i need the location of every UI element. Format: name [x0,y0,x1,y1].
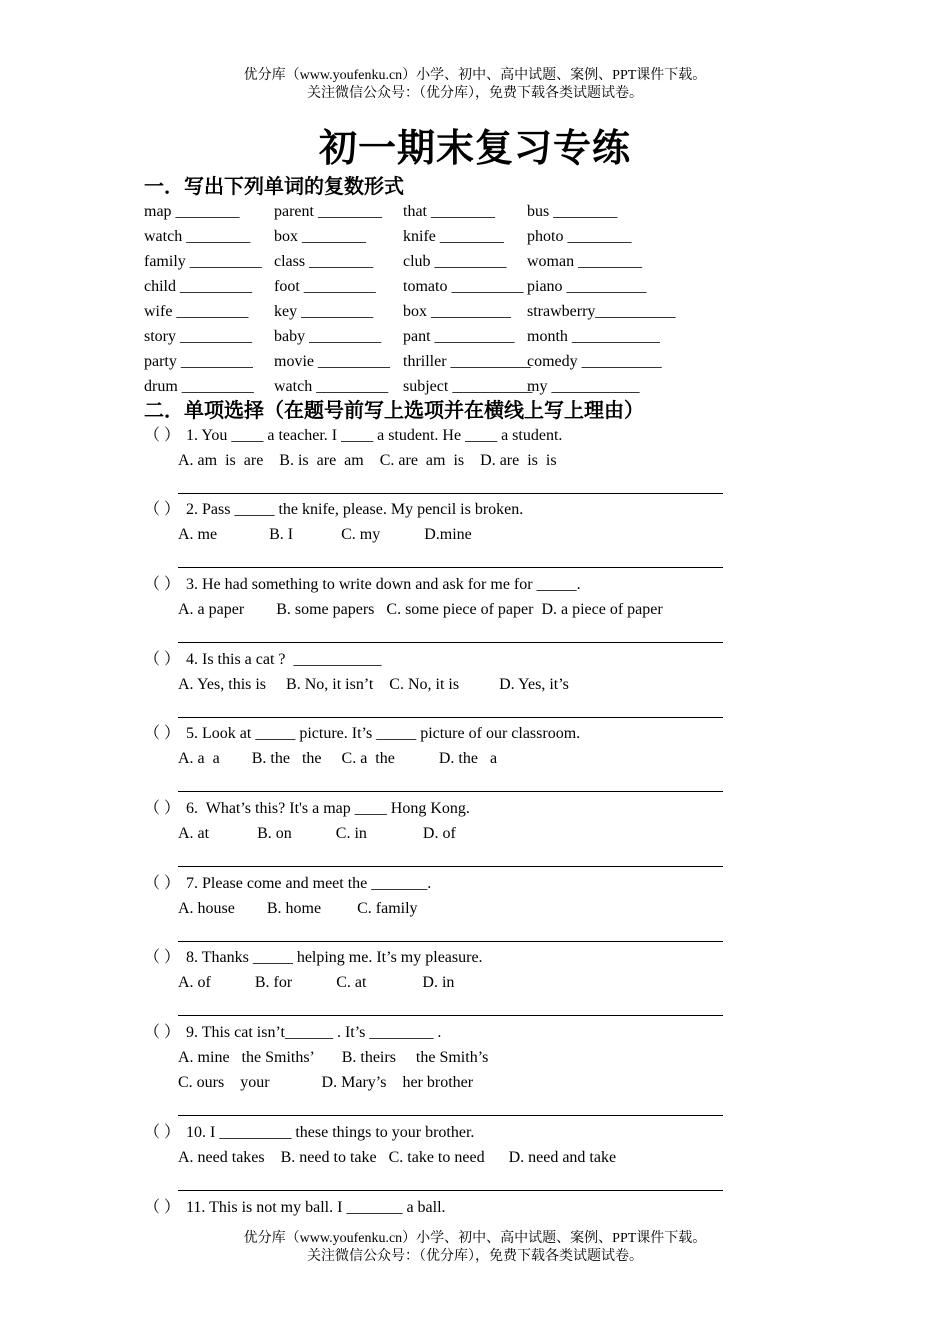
question-stem: 8. Thanks _____ helping me. It’s my pleasure. [186,949,483,966]
answer-paren[interactable]: （ ） [144,725,181,742]
question [144,871,724,942]
answer-paren[interactable]: （ ） [144,800,181,817]
vocab-item: child _________ [144,278,252,295]
vocab-item: my ___________ [527,378,640,395]
vocab-item: key _________ [274,303,374,320]
vocab-item: month ___________ [527,328,660,345]
answer-paren[interactable]: （ ） [144,875,181,892]
vocab-item: club _________ [403,253,507,270]
reason-line[interactable] [178,846,723,867]
vocab-item: watch ________ [144,228,251,245]
answer-paren[interactable]: （ ） [144,1199,181,1216]
question [144,945,724,1016]
answer-paren[interactable]: （ ） [144,949,181,966]
vocab-item: photo ________ [527,228,632,245]
reason-line[interactable] [178,1170,723,1191]
question [144,1195,724,1220]
reason-line[interactable] [178,547,723,568]
vocab-item: that ________ [403,203,495,220]
vocab-item: parent ________ [274,203,382,220]
vocab-item: thriller __________ [403,353,531,370]
question [144,796,724,867]
vocab-item: drum _________ [144,378,254,395]
question-options: A. a paper B. some papers C. some piece of paper D. a piece of paper [178,601,663,618]
vocab-item: comedy __________ [527,353,662,370]
vocab-item: box __________ [403,303,511,320]
vocab-item: strawberry__________ [527,303,676,320]
page-footer [0,1230,950,1266]
question-stem: 3. He had something to write down and ask for me for _____. [186,576,581,593]
question-stem: 7. Please come and meet the _______. [186,875,432,892]
question-stem: 11. This is not my ball. I _______ a ball. [186,1199,446,1216]
question [144,721,724,792]
vocab-item: pant __________ [403,328,515,345]
vocab-item: movie _________ [274,353,390,370]
vocab-item: baby _________ [274,328,382,345]
reason-line[interactable] [178,697,723,718]
question-stem: 5. Look at _____ picture. It’s _____ picture of our classroom. [186,725,581,742]
footer-line-1: 优分库（www.youfenku.cn）小学、初中、高中试题、案例、PPT课件下载。 [243,1231,707,1246]
vocab-row [144,374,744,399]
vocab-row [144,249,744,274]
section-2-heading: 二．单项选择（在题号前写上选项并在横线上写上理由） [144,400,644,422]
answer-paren[interactable]: （ ） [144,501,181,518]
vocab-row [144,199,744,224]
header-line-1: 优分库（www.youfenku.cn）小学、初中、高中试题、案例、PPT课件下载。 [243,68,707,83]
answer-paren[interactable]: （ ） [144,427,181,444]
question [144,1120,724,1191]
question-options: A. mine the Smiths’ B. theirs the Smith’s [178,1049,489,1066]
vocab-row [144,274,744,299]
vocab-item: family _________ [144,253,262,270]
question-stem: 6. What’s this? It's a map ____ Hong Kong. [186,800,470,817]
header-line-2: 关注微信公众号：（优分库），免费下载各类试题试卷。 [307,86,643,101]
question-stem: 9. This cat isn’t______ . It’s ________ . [186,1024,442,1041]
footer-line-2: 关注微信公众号：（优分库），免费下载各类试题试卷。 [307,1249,643,1264]
reason-line[interactable] [178,622,723,643]
reason-line[interactable] [178,921,723,942]
vocab-item: class ________ [274,253,374,270]
answer-paren[interactable]: （ ） [144,1124,181,1141]
question-stem: 1. You ____ a teacher. I ____ a student. He ____ a student. [186,427,563,444]
question-stem: 4. Is this a cat ? ___________ [186,651,382,668]
question-options: A. am is are B. is are am C. are am is D. are is is [178,452,557,469]
vocab-item: foot _________ [274,278,376,295]
answer-paren[interactable]: （ ） [144,651,181,668]
vocab-item: knife ________ [403,228,504,245]
question [144,1020,724,1116]
vocab-item: story _________ [144,328,252,345]
question-options: A. a a B. the the C. a the D. the a [178,750,498,767]
question-options: A. of B. for C. at D. in [178,974,455,991]
reason-line[interactable] [178,995,723,1016]
vocab-item: piano __________ [527,278,647,295]
question-stem: 2. Pass _____ the knife, please. My pencil is broken. [186,501,524,518]
vocab-item: bus ________ [527,203,618,220]
vocab-item: wife _________ [144,303,249,320]
question-options: A. house B. home C. family [178,900,418,917]
page-header [0,67,950,103]
question-options: A. Yes, this is B. No, it isn’t C. No, it is D. Yes, it’s [178,676,569,693]
section-1-heading: 一．写出下列单词的复数形式 [144,176,404,198]
question-stem: 10. I _________ these things to your brother. [186,1124,475,1141]
vocab-row [144,299,744,324]
vocab-row [144,324,744,349]
question-options: C. ours your D. Mary’s her brother [178,1074,474,1091]
question [144,423,724,494]
question [144,572,724,643]
vocab-item: woman ________ [527,253,643,270]
page-title: 初一期末复习专练 [318,128,631,170]
question-options: A. at B. on C. in D. of [178,825,456,842]
answer-paren[interactable]: （ ） [144,1024,181,1041]
answer-paren[interactable]: （ ） [144,576,181,593]
question-options: A. me B. I C. my D.mine [178,526,472,543]
vocab-item: map ________ [144,203,240,220]
vocab-row [144,349,744,374]
question-options: A. need takes B. need to take C. take to need D. need and take [178,1149,617,1166]
reason-line[interactable] [178,771,723,792]
vocab-item: subject __________ [403,378,533,395]
vocab-row [144,224,744,249]
question [144,497,724,568]
vocab-item: watch _________ [274,378,389,395]
vocab-table [144,199,744,399]
vocab-item: tomato _________ [403,278,524,295]
reason-line[interactable] [178,1095,723,1116]
question [144,647,724,718]
reason-line[interactable] [178,473,723,494]
vocab-item: box ________ [274,228,366,245]
vocab-item: party _________ [144,353,253,370]
